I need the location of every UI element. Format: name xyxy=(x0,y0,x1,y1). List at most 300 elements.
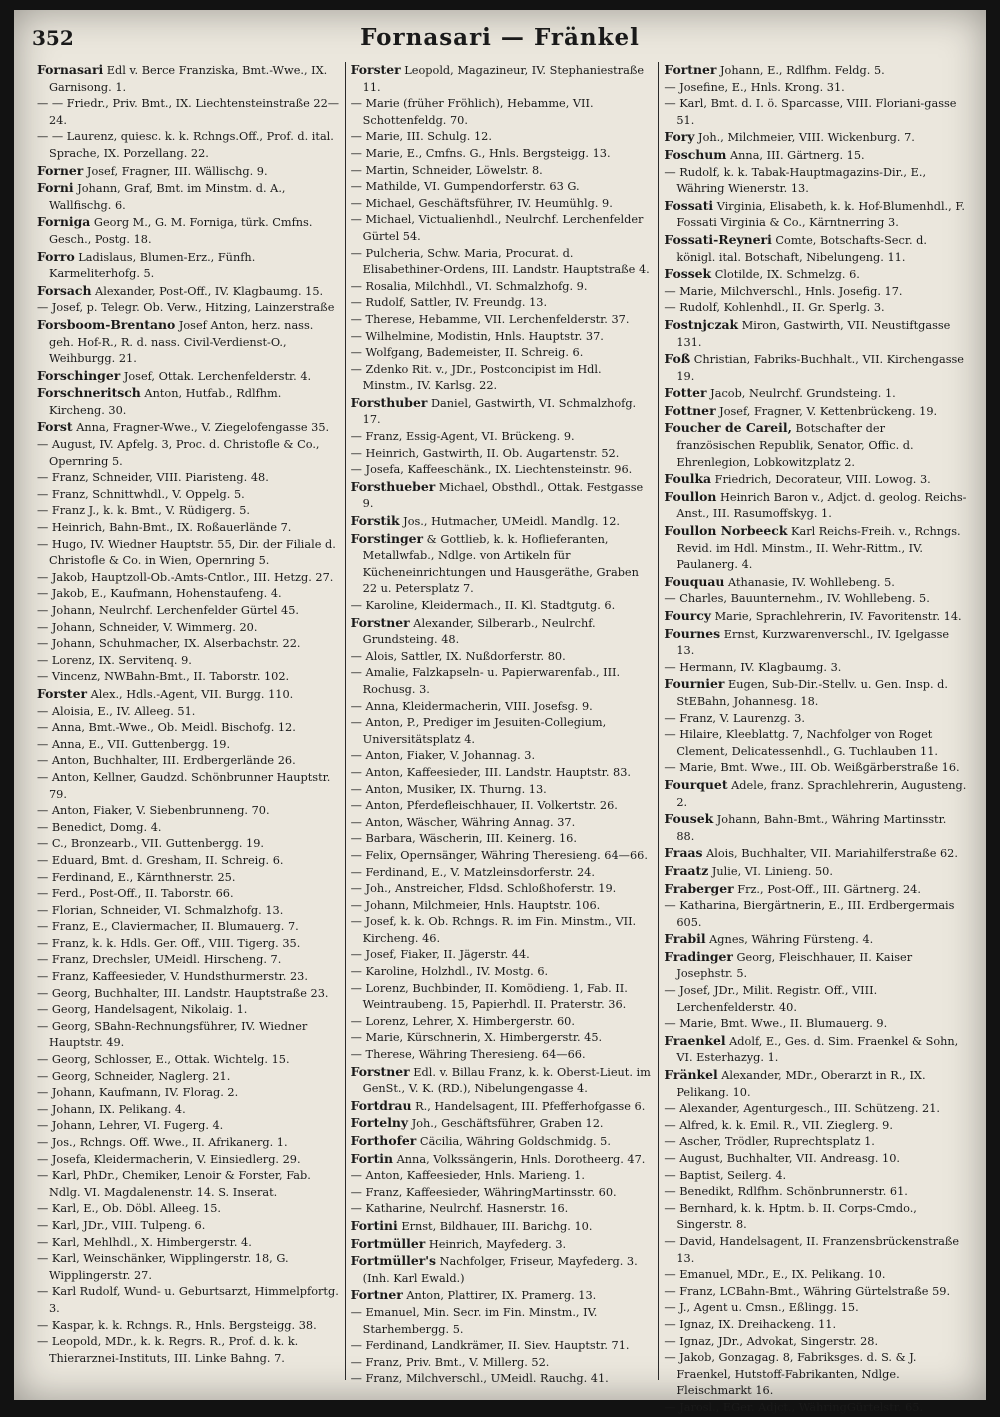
entry-text: — Marie, Bmt. Wwe., II. Blumauerg. 9. xyxy=(664,1017,888,1031)
directory-page xyxy=(14,10,986,1414)
entry-text: Josef Anton, herz. nass. geh. Hof-R., R. d. nass. Civil-Verdienst-O., Weihburgg. 21. xyxy=(49,318,314,366)
directory-entry xyxy=(664,1201,967,1234)
entry-text: — Karl, Mehlhdl., X. Himbergerstr. 4. xyxy=(37,1235,252,1249)
entry-text: — Georg, Buchhalter, III. Landstr. Hauptstraße 23. xyxy=(37,986,329,1000)
entry-text: Agnes, Währing Fürsteng. 4. xyxy=(705,933,874,947)
entry-text: — Karl, Weinschänker, Wipplingerstr. 18, G. Wipplingerstr. 27. xyxy=(37,1252,289,1282)
directory-entry xyxy=(351,1047,654,1064)
directory-entry xyxy=(664,165,967,198)
directory-entry xyxy=(37,1251,340,1284)
entry-text: Anna, Fragner-Wwe., V. Ziegelofengasse 35. xyxy=(72,421,330,435)
entry-surname: Forsach xyxy=(37,282,92,298)
directory-entry xyxy=(37,1201,340,1218)
directory-entry xyxy=(37,317,340,368)
directory-entry xyxy=(37,820,340,837)
directory-entry xyxy=(664,1101,967,1118)
entry-text: Johann, Graf, Bmt. im Minstm. d. A., Wallfischg. 6. xyxy=(49,182,286,212)
directory-entry xyxy=(37,214,340,248)
directory-entry xyxy=(37,1118,340,1135)
entry-text: Joh., Geschäftsführer, Graben 12. xyxy=(408,1117,604,1131)
entry-text: — Jakob, Gonzagag. 8, Fabriksges. d. S. & J. Fraenkel, Hutstoff-Fabrikanten, Ndlge. Fleischmarkt 16. xyxy=(664,1351,917,1398)
directory-entry xyxy=(351,462,654,479)
directory-entry xyxy=(664,317,967,351)
entry-text: — Michael, Victualienhdl., Neulrchf. Lerchenfelder Gürtel 54. xyxy=(350,213,644,243)
entry-text: — Josefa, Kleidermacherin, V. Einsiedlerg. 29. xyxy=(37,1152,301,1166)
entry-surname: Fossati xyxy=(664,197,714,213)
entry-text: & Gottlieb, k. k. Hoflieferanten, Metallwfab., Ndlge. von Artikeln für Kücheneinrichtungen und Hausgeräthe, Graben 22 u. Petersplatz 7. xyxy=(362,532,639,596)
entry-text: — Alexander, Agenturgesch., III. Schützeng. 21. xyxy=(664,1102,941,1116)
entry-text: — Anton, Pferdefleischhauer, II. Volkertstr. 26. xyxy=(350,799,618,813)
entry-text: — Marie, E., Cmfns. G., Hnls. Bergsteigg. 13. xyxy=(350,146,611,160)
entry-text: — Benedict, Domg. 4. xyxy=(37,820,162,834)
directory-entry xyxy=(351,1115,654,1133)
directory-entry xyxy=(37,537,340,570)
column-middle xyxy=(345,62,659,1386)
entry-text: Jacob, Neulrchf. Grundsteing. 1. xyxy=(706,387,896,401)
entry-text: — Vincenz, NWBahn-Bmt., II. Taborstr. 102. xyxy=(37,670,290,684)
directory-entry xyxy=(37,753,340,770)
entry-text: — Anna, E., VII. Guttenbergg. 19. xyxy=(37,737,231,751)
entry-text: Edl. v. Billau Franz, k. k. Oberst-Lieut. im GenSt., V. K. (RD.), Nibelungengasse 4. xyxy=(362,1065,651,1096)
entry-text: Cäcilia, Währing Goldschmidg. 5. xyxy=(416,1135,611,1148)
entry-text: — Johann, Lehrer, VI. Fugerg. 4. xyxy=(37,1119,224,1133)
entry-text: — Johann, Kaufmann, IV. Florag. 2. xyxy=(37,1086,239,1100)
directory-entry xyxy=(664,300,967,317)
directory-entry xyxy=(37,1168,340,1201)
directory-entry xyxy=(37,770,340,803)
entry-surname: Fraatz xyxy=(664,862,709,878)
entry-text: Jos., Hutmacher, UMeidl. Mandlg. 12. xyxy=(399,515,621,529)
directory-entry xyxy=(351,615,654,649)
directory-entry xyxy=(351,947,654,964)
directory-entry xyxy=(37,870,340,887)
entry-surname: Foucher de Careil, xyxy=(664,420,792,436)
entry-text: Ernst, Bildhauer, III. Barichg. 10. xyxy=(397,1219,593,1233)
entry-text: Friedrich, Decorateur, VIII. Lowog. 3. xyxy=(711,473,931,487)
entry-text: — Franz, Milchverschl., UMeidl. Rauchg. 41. xyxy=(350,1372,609,1386)
entry-text: Miron, Gastwirth, VII. Neustiftgasse 131. xyxy=(676,318,951,349)
entry-text: — Franz, E., Claviermacher, II. Blumauerg. 7. xyxy=(37,920,299,934)
entry-text: — Karl, Bmt. d. I. ö. Sparcasse, VIII. Floriani-gasse 51. xyxy=(664,97,957,127)
entry-text: — Felix, Opernsänger, Währing Theresieng. 64—66. xyxy=(350,848,648,862)
directory-entry xyxy=(664,403,967,421)
entry-surname: Fossek xyxy=(664,266,712,282)
entry-text: — — Laurenz, quiesc. k. k. Rchngs.Off., Prof. d. ital. Sprache, IX. Porzellang. 22. xyxy=(37,130,334,160)
directory-entry xyxy=(351,898,654,915)
directory-entry xyxy=(664,1400,967,1417)
directory-entry xyxy=(37,180,340,214)
entry-text: — Marie (früher Fröhlich), Hebamme, VII. Schottenfeldg. 70. xyxy=(350,97,594,127)
directory-entry xyxy=(664,266,967,284)
entry-surname: Foullon xyxy=(664,488,717,504)
entry-text: — Emanuel, Min. Secr. im Fin. Minstm., IV. Starhembergg. 5. xyxy=(350,1305,598,1336)
entry-text: — Rudolf, k. k. Tabak-Hauptmagazins-Dir., E., Währing Wienerstr. 13. xyxy=(664,165,927,196)
entry-text: Josef, Fragner, V. Kettenbrückeng. 19. xyxy=(715,404,938,418)
entry-text: — Lorenz, Buchbinder, II. Komödieng. 1, Fab. II. Weintraubeng. 15, Papierhdl. II. Praterstr. 36. xyxy=(350,981,628,1012)
entry-surname: Fottner xyxy=(664,402,716,418)
entry-text: — Zdenko Rit. v., JDr., Postconcipist im Hdl. Minstm., IV. Karlsg. 22. xyxy=(350,362,602,393)
directory-entry xyxy=(37,283,340,301)
entry-text: — Jakob, Hauptzoll-Ob.-Amts-Cntlor., III. Hetzg. 27. xyxy=(37,570,334,584)
entry-surname: Fortelny xyxy=(350,1115,409,1131)
entry-text: — Johann, Schneider, V. Wimmerg. 20. xyxy=(37,620,258,634)
entry-text: — Ferdinand, E., V. Matzleinsdorferstr. 24. xyxy=(350,865,595,879)
directory-entry xyxy=(664,898,967,931)
page-header xyxy=(32,26,968,56)
entry-surname: Fouquau xyxy=(664,573,725,589)
directory-entry xyxy=(37,437,340,470)
entry-text: — Florian, Schneider, VI. Schmalzhofg. 13. xyxy=(37,903,284,917)
entry-text: — Therese, Hebamme, VII. Lerchenfelderstr. 37. xyxy=(350,312,630,326)
entry-text: — Rosalia, Milchhdl., VI. Schmalzhofg. 9. xyxy=(350,279,588,293)
directory-entry xyxy=(37,419,340,437)
entry-surname: Fory xyxy=(664,129,695,145)
entry-text: — Karoline, Holzhdl., IV. Mostg. 6. xyxy=(350,965,549,979)
entry-text: — Franz, Priv. Bmt., V. Millerg. 52. xyxy=(350,1355,550,1369)
entry-surname: Fournes xyxy=(664,625,721,641)
directory-entry xyxy=(664,420,967,471)
entry-surname: Fortmüller xyxy=(350,1235,426,1251)
column-left xyxy=(32,62,345,1380)
directory-entry xyxy=(351,196,654,213)
directory-entry xyxy=(664,489,967,523)
entry-surname: Frabil xyxy=(664,931,706,947)
entry-text: Marie, Sprachlehrerin, IV. Favoritenstr. 14. xyxy=(711,610,962,623)
directory-entry xyxy=(351,1355,654,1372)
directory-entry xyxy=(37,129,340,162)
entry-text: — Jarosl., EGer. Adjct., WähringGürtelstr. 65. xyxy=(664,1400,924,1414)
directory-entry xyxy=(351,1064,654,1098)
directory-entry xyxy=(664,1267,967,1284)
entry-text: — Heinrich, Gastwirth, II. Ob. Augartenstr. 52. xyxy=(350,446,620,460)
directory-entry xyxy=(351,446,654,463)
entry-text: — Josef, k. k. Ob. Rchngs. R. im Fin. Minstm., VII. Kircheng. 46. xyxy=(350,915,637,945)
entry-text: Johann, Bahn-Bmt., Währing Martinsstr. 88. xyxy=(676,813,947,843)
entry-text: Ernst, Kurzwarenverschl., IV. Igelgasse 13. xyxy=(676,627,950,658)
directory-entry xyxy=(664,591,967,608)
entry-text: — Baptist, Seilerg. 4. xyxy=(664,1168,787,1182)
directory-entry xyxy=(664,1317,967,1334)
directory-entry xyxy=(664,660,967,677)
entry-surname: Fossati-Reyneri xyxy=(664,231,772,247)
entry-text: — Anton, Kaffeesieder, III. Landstr. Hauptstr. 83. xyxy=(350,765,631,779)
directory-entry xyxy=(37,603,340,620)
directory-entry xyxy=(37,986,340,1003)
directory-entry xyxy=(351,479,654,513)
entry-text: — Johann, Milchmeier, Hnls. Hauptstr. 106. xyxy=(350,898,601,912)
directory-entry xyxy=(351,279,654,296)
directory-entry xyxy=(664,1033,967,1067)
entry-text: — Eduard, Bmt. d. Gresham, II. Schreig. 6. xyxy=(37,853,284,867)
entry-text: — Amalie, Falzkapseln- u. Papierwarenfab., III. Rochusg. 3. xyxy=(350,666,621,696)
directory-entry xyxy=(351,1168,654,1185)
directory-entry xyxy=(37,586,340,603)
entry-text: — Georg, Handelsagent, Nikolaig. 1. xyxy=(37,1003,248,1017)
entry-text: — J., Agent u. Cmsn., Eßlingg. 15. xyxy=(664,1301,859,1315)
directory-entry xyxy=(664,863,967,881)
directory-entry xyxy=(351,699,654,716)
entry-text: — Charles, Bauunternehm., IV. Wohllebeng. 5. xyxy=(664,592,930,606)
entry-text: — Ignaz, IX. Dreihackeng. 11. xyxy=(664,1317,837,1331)
entry-text: Alexander, Silberarb., Neulrchf. Grundsteing. 48. xyxy=(362,616,596,647)
entry-surname: Forni xyxy=(37,180,74,196)
entry-text: — August, IV. Apfelg. 3, Proc. d. Christofle & Co., Opernring 5. xyxy=(37,438,320,468)
entry-surname: Foß xyxy=(664,351,691,367)
entry-surname: Fraberger xyxy=(664,880,734,896)
entry-text: — Benedikt, Rdlfhm. Schönbrunnerstr. 61. xyxy=(664,1185,908,1199)
entry-text: — Karl, E., Ob. Döbl. Alleeg. 15. xyxy=(37,1202,221,1216)
entry-text: — Johann, Neulrchf. Lerchenfelder Gürtel 45. xyxy=(37,604,300,617)
directory-entry xyxy=(664,1184,967,1201)
entry-text: — Anton, Fiaker, V. Johannag. 3. xyxy=(350,749,536,763)
entry-surname: Fostnjczak xyxy=(664,316,739,332)
entry-surname: Fousek xyxy=(664,811,714,827)
entry-text: — Franz, Schneider, VIII. Piaristeng. 48. xyxy=(37,471,269,485)
directory-entry xyxy=(37,1235,340,1252)
directory-entry xyxy=(664,284,967,301)
directory-entry xyxy=(664,80,967,97)
directory-entry xyxy=(351,881,654,898)
directory-entry xyxy=(37,249,340,283)
entry-text: — Josefa, Kaffeeschänk., IX. Liechtensteinstr. 96. xyxy=(350,463,633,477)
directory-entry xyxy=(351,1253,654,1287)
column-right xyxy=(658,62,972,1414)
entry-text: — Mathilde, VI. Gumpendorferstr. 63 G. xyxy=(350,180,580,194)
directory-entry xyxy=(37,62,340,96)
entry-text: — Ferd., Post-Off., II. Taborstr. 66. xyxy=(37,887,234,901)
directory-entry xyxy=(37,620,340,637)
entry-text: Joh., Milchmeier, VIII. Wickenburg. 7. xyxy=(694,131,915,145)
entry-text: — Johann, Schuhmacher, IX. Alserbachstr. 22. xyxy=(37,637,301,651)
directory-entry xyxy=(351,163,654,180)
directory-entry xyxy=(37,1318,340,1335)
entry-text: — Franz J., k. k. Bmt., V. Rüdigerg. 5. xyxy=(37,504,250,518)
directory-entry xyxy=(351,765,654,782)
directory-entry xyxy=(37,952,340,969)
entry-text: — Katharina, Biergärtnerin, E., III. Erdbergermais 605. xyxy=(664,899,955,929)
directory-entry xyxy=(664,881,967,899)
entry-text: — Karl, JDr., VIII. Tulpeng. 6. xyxy=(37,1218,206,1232)
entry-surname: Foullon Norbeeck xyxy=(664,523,788,539)
entry-text: — C., Bronzearb., VII. Guttenbergg. 19. xyxy=(37,837,264,851)
directory-entry xyxy=(664,931,967,949)
entry-text: — Hermann, IV. Klagbaumg. 3. xyxy=(664,660,842,674)
directory-entry xyxy=(351,831,654,848)
entry-text: Christian, Fabriks-Buchhalt., VII. Kirchengasse 19. xyxy=(676,353,964,383)
entry-text: Adele, franz. Sprachlehrerin, Augusteng. 2. xyxy=(676,778,967,809)
directory-entry xyxy=(351,748,654,765)
entry-surname: Fortdrau xyxy=(350,1097,412,1113)
directory-entry xyxy=(351,513,654,531)
entry-surname: Forthofer xyxy=(350,1133,417,1148)
directory-entry xyxy=(664,1234,967,1267)
directory-entry xyxy=(351,798,654,815)
entry-text: Athanasie, IV. Wohllebeng. 5. xyxy=(724,575,895,589)
directory-entry xyxy=(37,686,340,704)
directory-entry xyxy=(351,1218,654,1236)
directory-entry xyxy=(37,503,340,520)
entry-surname: Forstner xyxy=(350,614,410,630)
entry-text: Anna, III. Gärtnerg. 15. xyxy=(726,148,865,162)
entry-text: R., Handelsagent, III. Pfefferhofgasse 6. xyxy=(411,1099,646,1113)
entry-surname: Fourcy xyxy=(664,608,712,623)
directory-entry xyxy=(351,1151,654,1169)
directory-entry xyxy=(351,96,654,129)
entry-text: Eugen, Sub-Dir.-Stellv. u. Gen. Insp. d. StEBahn, Johannesg. 18. xyxy=(676,678,948,708)
directory-entry xyxy=(664,1067,967,1101)
directory-entry xyxy=(664,811,967,845)
entry-text: Anton, Hutfab., Rdlfhm. Kircheng. 30. xyxy=(49,387,282,417)
entry-text: — Franz, k. k. Hdls. Ger. Off., VIII. Tigerg. 35. xyxy=(37,936,301,950)
directory-entry xyxy=(664,1168,967,1185)
directory-entry xyxy=(37,1152,340,1169)
directory-entry xyxy=(664,626,967,660)
entry-surname: Fortner xyxy=(350,1287,403,1303)
directory-entry xyxy=(37,669,340,686)
entry-text: — Karl, PhDr., Chemiker, Lenoir & Forster, Fab. Ndlg. VI. Magdalenenstr. 14. S. Inserat. xyxy=(37,1169,311,1199)
entry-text: Clotilde, IX. Schmelzg. 6. xyxy=(711,268,860,282)
directory-entry xyxy=(351,598,654,615)
directory-entry xyxy=(664,198,967,232)
directory-entry xyxy=(351,1030,654,1047)
entry-text: — Anton, Kaffeesieder, Hnls. Marieng. 1. xyxy=(350,1169,585,1183)
directory-entry xyxy=(664,62,967,80)
entry-text: — Anton, Fiaker, V. Siebenbrunneng. 70. xyxy=(37,804,270,818)
entry-text: Adolf, E., Ges. d. Sim. Fraenkel & Sohn, VI. Esterhazyg. 1. xyxy=(676,1034,959,1065)
entry-text: Edl v. Berce Franziska, Bmt.-Wwe., IX. Garnisong. 1. xyxy=(49,64,328,94)
entry-text: — Georg, Schneider, Naglerg. 21. xyxy=(37,1069,231,1083)
entry-surname: Fortner xyxy=(664,62,717,77)
directory-entry xyxy=(664,608,967,626)
entry-surname: Foschum xyxy=(664,146,727,162)
entry-text: Anna, Volkssängerin, Hnls. Dorotheerg. 47. xyxy=(393,1152,646,1166)
entry-text: — Alfred, k. k. Emil. R., VII. Zieglerg. 9. xyxy=(664,1118,893,1132)
entry-surname: Forst xyxy=(37,419,73,435)
entry-text: — Karl Rudolf, Wund- u. Geburtsarzt, Himmelpfortg. 3. xyxy=(37,1285,339,1315)
entry-text: Alexander, Post-Off., IV. Klagbaumg. 15. xyxy=(91,284,324,298)
directory-entry xyxy=(37,919,340,936)
directory-entry xyxy=(37,487,340,504)
entry-text: Georg, Fleischhauer, II. Kaiser Josephstr. 5. xyxy=(676,950,913,981)
entry-text: — — Friedr., Priv. Bmt., IX. Liechtensteinstraße 22—24. xyxy=(37,97,340,127)
entry-text: — Karoline, Kleidermach., II. Kl. Stadtgutg. 6. xyxy=(350,599,616,612)
directory-entry xyxy=(37,903,340,920)
entry-surname: Fornasari xyxy=(37,62,104,77)
directory-entry xyxy=(664,232,967,266)
entry-text: — Ascher, Trödler, Ruprechtsplatz 1. xyxy=(664,1135,875,1149)
entry-surname: Forster xyxy=(350,62,401,77)
directory-entry xyxy=(37,1069,340,1086)
entry-text: — Joh., Anstreicher, Fldsd. Schloßhoferstr. 19. xyxy=(350,882,617,896)
entry-text: — Jakob, E., Kaufmann, Hohenstaufeng. 4. xyxy=(37,587,282,601)
entry-text: Josef, Fragner, III. Wällischg. 9. xyxy=(83,164,268,178)
directory-entry xyxy=(351,1098,654,1116)
entry-text: Johann, E., Rdlfhm. Feldg. 5. xyxy=(716,64,885,77)
entry-text: — Michael, Geschäftsführer, IV. Heumühlg. 9. xyxy=(350,196,613,210)
directory-entry xyxy=(351,1305,654,1338)
entry-text: Michael, Obsthdl., Ottak. Festgasse 9. xyxy=(362,480,644,511)
entry-text: — Anna, Kleidermacherin, VIII. Josefsg. 9. xyxy=(350,699,593,713)
directory-entry xyxy=(664,777,967,811)
directory-entry xyxy=(37,300,340,317)
entry-text: — Heinrich, Bahn-Bmt., IX. Roßauerlände 7. xyxy=(37,521,292,535)
directory-entry xyxy=(664,523,967,574)
entry-surname: Forniga xyxy=(37,214,91,230)
entry-surname: Forstner xyxy=(350,1063,410,1079)
directory-entry xyxy=(664,1300,967,1317)
entry-text: Ladislaus, Blumen-Erz., Fünfh. Karmeliterhofg. 5. xyxy=(49,250,256,281)
directory-entry xyxy=(37,1002,340,1019)
directory-entry xyxy=(664,676,967,710)
directory-entry xyxy=(37,636,340,653)
directory-entry xyxy=(351,1338,654,1355)
entry-text: — Hugo, IV. Wiedner Hauptstr. 55, Dir. der Filiale d. Christofle & Co. in Wien, Opernring 5. xyxy=(37,537,336,568)
directory-entry xyxy=(664,351,967,385)
directory-entry xyxy=(351,914,654,947)
entry-text: — Franz, Drechsler, UMeidl. Hirscheng. 7. xyxy=(37,953,282,967)
entry-text: — Georg, SBahn-Rechnungsführer, IV. Wiedner Hauptstr. 49. xyxy=(37,1019,308,1050)
directory-entry xyxy=(351,665,654,698)
directory-entry xyxy=(664,949,967,983)
directory-entry xyxy=(351,146,654,163)
entry-text: Josef, Ottak. Lerchenfelderstr. 4. xyxy=(120,369,312,383)
directory-entry xyxy=(351,1014,654,1031)
entry-text: Anton, Plattirer, IX. Pramerg. 13. xyxy=(402,1289,597,1303)
directory-entry xyxy=(351,1287,654,1305)
entry-text: Comte, Botschafts-Secr. d. königl. ital. Botschaft, Nibelungeng. 11. xyxy=(676,233,927,264)
entry-text: — Franz, Essig-Agent, VI. Brückeng. 9. xyxy=(350,430,575,444)
entry-text: — Aloisia, E., IV. Alleeg. 51. xyxy=(37,704,196,718)
directory-entry xyxy=(351,1201,654,1218)
directory-entry xyxy=(664,1334,967,1351)
entry-text: — Josef, Fiaker, II. Jägerstr. 44. xyxy=(350,948,530,962)
directory-entry xyxy=(664,147,967,165)
entry-text: Georg M., G. M. Forniga, türk. Cmfns. Gesch., Postg. 18. xyxy=(49,216,313,246)
directory-entry xyxy=(351,1371,654,1388)
entry-text: — Josef, p. Telegr. Ob. Verw., Hitzing, Lainzerstraße xyxy=(37,301,335,315)
entry-text: — Anton, Musiker, IX. Thurng. 13. xyxy=(350,782,547,796)
directory-entry xyxy=(664,385,967,403)
directory-entry xyxy=(351,848,654,865)
directory-entry xyxy=(664,983,967,1016)
entry-text: Leopold, Magazineur, IV. Stephaniestraße 11. xyxy=(362,64,645,94)
entry-text: — Kaspar, k. k. Rchngs. R., Hnls. Bergsteigg. 38. xyxy=(37,1318,317,1332)
directory-entry xyxy=(351,312,654,329)
directory-entry xyxy=(351,715,654,748)
directory-entry xyxy=(664,1134,967,1151)
directory-entry xyxy=(351,429,654,446)
directory-entry xyxy=(37,385,340,419)
directory-entry xyxy=(351,212,654,245)
directory-entry xyxy=(351,815,654,832)
directory-entry xyxy=(37,163,340,181)
directory-entry xyxy=(351,295,654,312)
directory-entry xyxy=(351,1133,654,1151)
directory-entry xyxy=(37,969,340,986)
entry-text: — Rudolf, Kohlenhdl., II. Gr. Sperlg. 3. xyxy=(664,301,885,315)
entry-text: — Anton, P., Prediger im Jesuiten-Collegium, Universitätsplatz 4. xyxy=(350,716,607,746)
entry-text: — Marie, Milchverschl., Hnls. Josefig. 17. xyxy=(664,284,903,298)
directory-entry xyxy=(37,737,340,754)
entry-text: — Martin, Schneider, Löwelstr. 8. xyxy=(350,163,543,177)
directory-entry xyxy=(351,62,654,96)
entry-text: Heinrich, Mayfederg. 3. xyxy=(425,1237,567,1251)
entry-surname: Fortmüller's xyxy=(350,1253,437,1269)
entry-surname: Fortini xyxy=(350,1217,398,1233)
directory-entry xyxy=(664,1151,967,1168)
entry-text: — Ignaz, JDr., Advokat, Singerstr. 28. xyxy=(664,1334,879,1348)
entry-surname: Forschinger xyxy=(37,367,121,383)
